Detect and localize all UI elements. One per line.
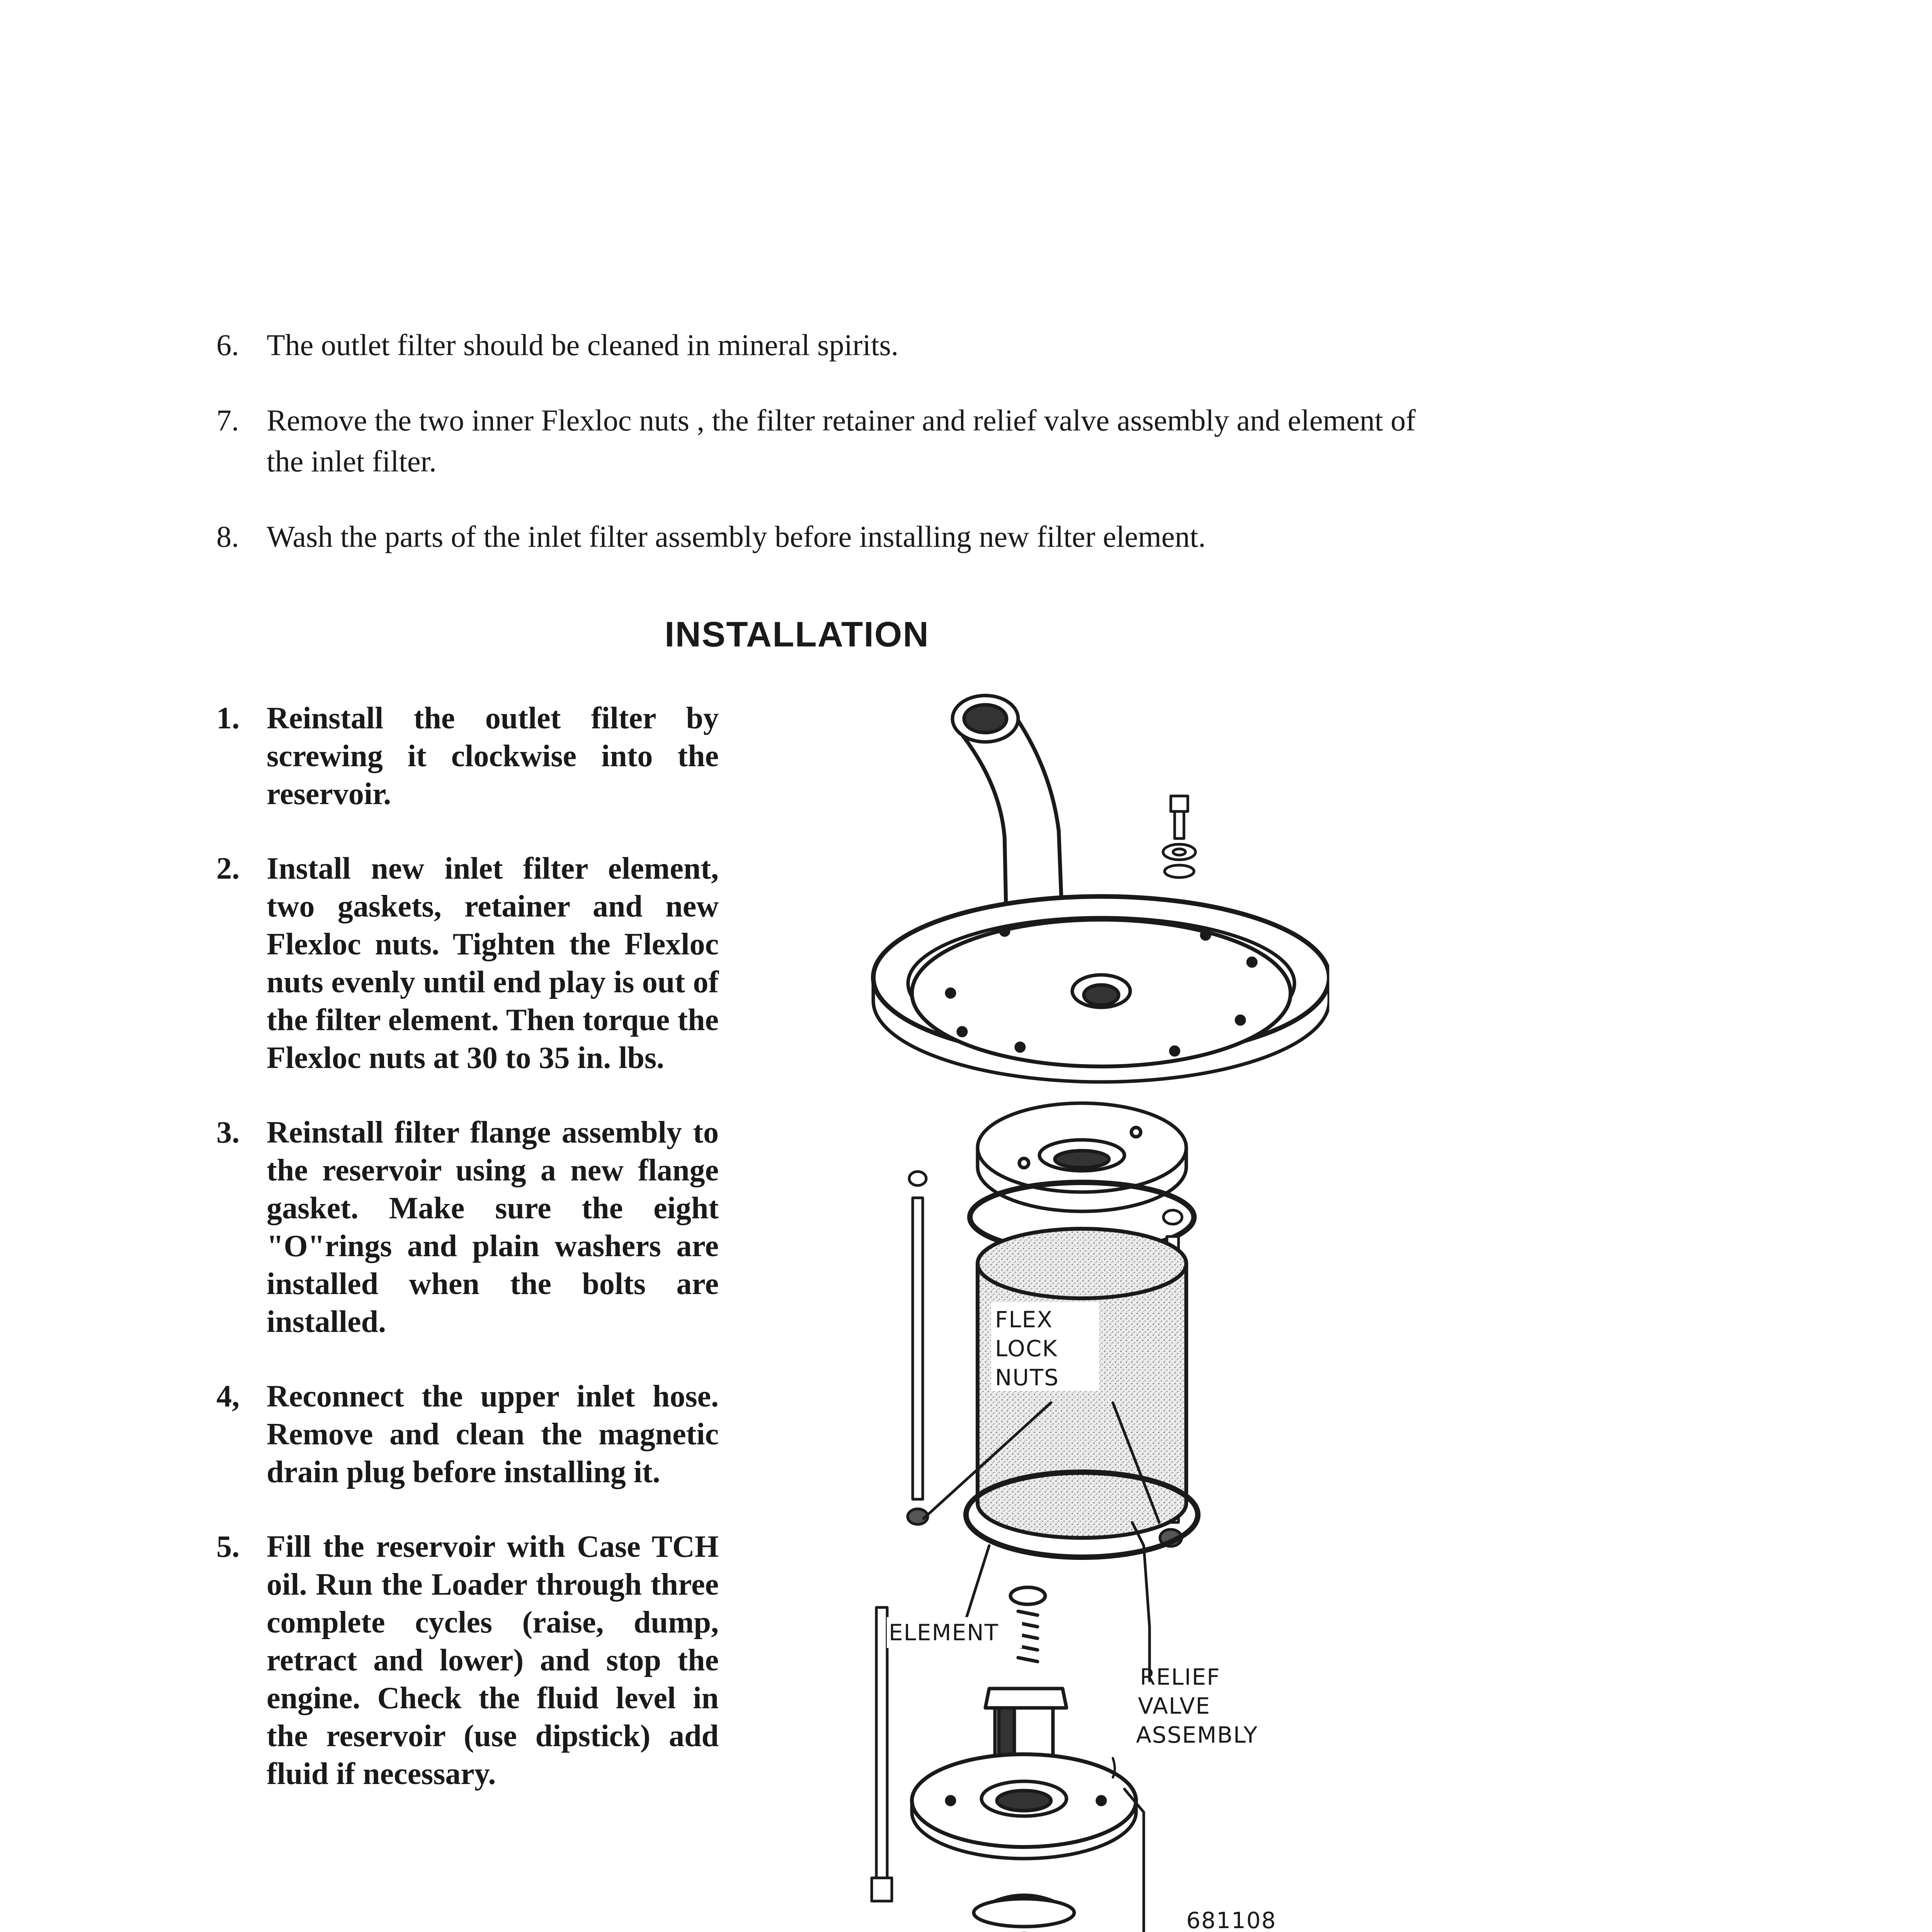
step-number: 1.	[216, 701, 240, 735]
label-nuts: NUTS	[995, 1364, 1060, 1391]
part-number: 681108	[1186, 1907, 1277, 1932]
step-text: Wash the parts of the inlet filter assembly before installing new filter element.	[267, 519, 1206, 553]
step-number: 5.	[216, 1530, 240, 1564]
leader-line	[1113, 1758, 1115, 1777]
removal-steps	[216, 325, 1434, 592]
install-step-3	[216, 1114, 719, 1341]
step-text: Reinstall filter flange assembly to the reservoir using a new flange gasket. Make sure the eight "O"rings and plain washers are installed when the bolts are installed.	[267, 1116, 719, 1339]
label-assembly: ASSEMBLY	[1136, 1722, 1258, 1748]
leader-line	[966, 1546, 989, 1619]
leader-line	[1132, 1522, 1150, 1681]
step-number: 2.	[216, 852, 240, 886]
step-number: 4,	[216, 1379, 240, 1413]
step-number: 8.	[216, 519, 239, 553]
long-bolt-lower-left	[872, 1607, 892, 1901]
install-step-1	[216, 699, 719, 813]
step-number: 6.	[216, 328, 239, 362]
install-step-5	[216, 1528, 719, 1793]
step-text: Reconnect the upper inlet hose. Remove and clean the magnetic drain plug before installing it.	[267, 1379, 719, 1489]
filter-flange	[873, 896, 1329, 1082]
step-text: Fill the reservoir with Case TCH oil. Run the Loader through three complete cycles (raise, dump, retract and lower) and stop the engine. Check the fluid level in the reservoir (use dipstick) add fluid if necessary.	[267, 1530, 719, 1791]
step-7	[216, 400, 1434, 481]
label-relief: RELIEF	[1140, 1664, 1221, 1690]
installation-steps	[216, 699, 719, 1830]
label-flex: FLEX	[995, 1306, 1053, 1333]
step-6	[216, 325, 1434, 365]
step-number: 3.	[216, 1116, 240, 1150]
bolt-washer-stack	[1163, 796, 1196, 878]
step-text: Install new inlet filter element, two gaskets, retainer and new Flexloc nuts. Tighten the Flexloc nuts evenly until end play is out of the filter element. Then torque the Flexloc nuts at 30 to 35 in. lbs.	[267, 852, 719, 1075]
label-valve: VALVE	[1138, 1693, 1211, 1719]
step-number: 7.	[216, 403, 239, 437]
install-step-2	[216, 850, 719, 1077]
long-bolt-left	[908, 1172, 928, 1524]
step-text: Remove the two inner Flexloc nuts , the filter retainer and relief valve assembly and element of the inlet filter.	[267, 403, 1416, 478]
install-step-4	[216, 1378, 719, 1491]
step-8	[216, 516, 1434, 557]
filter-retainer	[978, 1103, 1186, 1211]
label-lock: LOCK	[995, 1335, 1058, 1362]
filter-diagram-svg	[866, 668, 1329, 1932]
step-text: Reinstall the outlet filter by screwing it clockwise into the reservoir.	[267, 701, 719, 811]
filter-element	[966, 1229, 1198, 1557]
section-heading: INSTALLATION	[665, 615, 929, 654]
step-text: The outlet filter should be cleaned in mineral spirits.	[267, 328, 899, 362]
filter-exploded-diagram	[866, 668, 1329, 1932]
label-element: ELEMENT	[889, 1619, 999, 1646]
